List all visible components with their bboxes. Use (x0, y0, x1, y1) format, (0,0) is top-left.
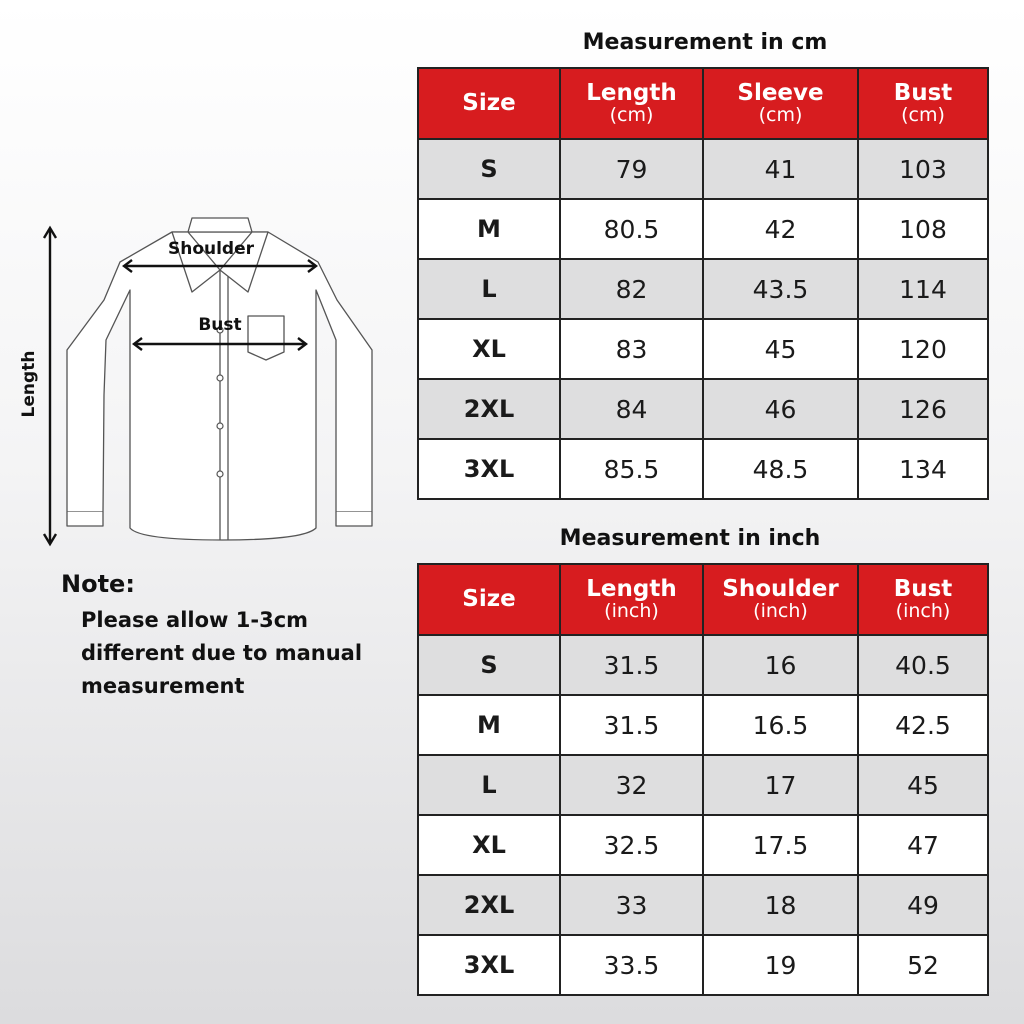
size-cell: 2XL (418, 875, 560, 935)
sleeve-cell: 41 (703, 139, 858, 199)
length-cell: 85.5 (560, 439, 703, 499)
size-cell: XL (418, 319, 560, 379)
size-cell: M (418, 199, 560, 259)
note-title: Note: (61, 570, 135, 598)
length-cell: 33 (560, 875, 703, 935)
length-cell: 83 (560, 319, 703, 379)
cm-size-table (417, 67, 989, 500)
sleeve-cell: 45 (703, 319, 858, 379)
shirt-diagram (14, 214, 384, 554)
table-row (418, 259, 988, 319)
size-cell: L (418, 259, 560, 319)
size-cell: S (418, 139, 560, 199)
inch-size-table (417, 563, 989, 996)
length-cell: 32 (560, 755, 703, 815)
bust-cell: 42.5 (858, 695, 988, 755)
table-row (418, 875, 988, 935)
bust-cell: 47 (858, 815, 988, 875)
note-text: Please allow 1-3cm different due to manual measurement (81, 608, 363, 698)
header-size: Size (418, 68, 560, 139)
bust-cell: 126 (858, 379, 988, 439)
header-bust: Bust (cm) (858, 68, 988, 139)
header-shoulder: Shoulder (inch) (703, 564, 858, 635)
sleeve-cell: 48.5 (703, 439, 858, 499)
header-sleeve: Sleeve (cm) (703, 68, 858, 139)
shoulder-cell: 17.5 (703, 815, 858, 875)
sleeve-cell: 42 (703, 199, 858, 259)
size-cell: 3XL (418, 439, 560, 499)
shoulder-cell: 19 (703, 935, 858, 995)
bust-cell: 114 (858, 259, 988, 319)
cm-table-title: Measurement in cm (582, 30, 828, 55)
header-length: Length (cm) (560, 68, 703, 139)
header-bust: Bust (inch) (858, 564, 988, 635)
table-row (418, 199, 988, 259)
table-row (418, 139, 988, 199)
length-cell: 31.5 (560, 695, 703, 755)
bust-cell: 134 (858, 439, 988, 499)
length-cell: 33.5 (560, 935, 703, 995)
size-cell: XL (418, 815, 560, 875)
table-row (418, 635, 988, 695)
bust-cell: 40.5 (858, 635, 988, 695)
length-cell: 31.5 (560, 635, 703, 695)
bust-cell: 108 (858, 199, 988, 259)
length-cell: 82 (560, 259, 703, 319)
bust-label: Bust (198, 315, 242, 335)
shoulder-cell: 18 (703, 875, 858, 935)
length-label: Length (19, 350, 39, 418)
length-cell: 79 (560, 139, 703, 199)
header-size: Size (418, 564, 560, 635)
shoulder-cell: 16 (703, 635, 858, 695)
table-row (418, 935, 988, 995)
bust-cell: 120 (858, 319, 988, 379)
header-length: Length (inch) (560, 564, 703, 635)
size-cell: 2XL (418, 379, 560, 439)
table-row (418, 379, 988, 439)
size-cell: 3XL (418, 935, 560, 995)
length-cell: 84 (560, 379, 703, 439)
table-row (418, 755, 988, 815)
bust-cell: 52 (858, 935, 988, 995)
shoulder-label: Shoulder (167, 239, 255, 259)
length-cell: 80.5 (560, 199, 703, 259)
inch-table-title: Measurement in inch (559, 526, 821, 551)
sleeve-cell: 46 (703, 379, 858, 439)
table-row (418, 319, 988, 379)
size-cell: L (418, 755, 560, 815)
bust-cell: 45 (858, 755, 988, 815)
shoulder-cell: 17 (703, 755, 858, 815)
sleeve-cell: 43.5 (703, 259, 858, 319)
table-row (418, 439, 988, 499)
size-cell: M (418, 695, 560, 755)
shoulder-cell: 16.5 (703, 695, 858, 755)
length-cell: 32.5 (560, 815, 703, 875)
bust-cell: 49 (858, 875, 988, 935)
size-cell: S (418, 635, 560, 695)
table-row (418, 695, 988, 755)
bust-cell: 103 (858, 139, 988, 199)
table-row (418, 815, 988, 875)
